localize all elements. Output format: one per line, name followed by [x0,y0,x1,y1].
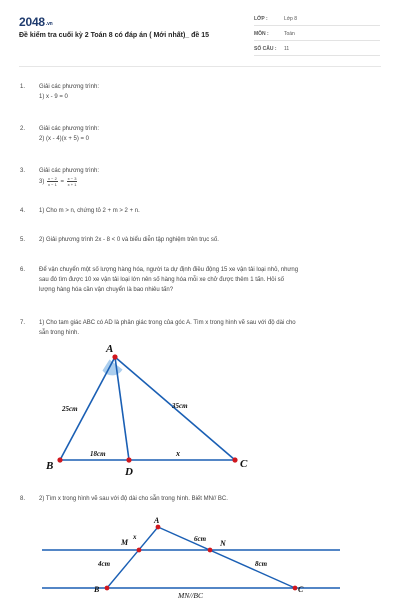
point-c [232,457,237,462]
label-ab-length: 25cm [62,405,78,413]
question-text: Giải các phương trình: [39,168,99,174]
label-x: x [133,533,137,541]
label-c: C [240,458,248,470]
question-text: 2) Tìm x trong hình vẽ sau với độ dài cho sẵn trong hình. Biết MN// BC. [39,496,228,502]
question-text: sẵn trong hình. [39,330,80,336]
label-n: N [220,539,226,548]
point-m [137,548,142,553]
question-text: Giải các phương trình: [39,84,99,90]
question-number: 4. [20,208,26,214]
label-m: M [121,538,129,547]
parallel-lines-figure [0,510,400,600]
meta-class-value: Lớp 8 [284,16,298,22]
fraction-denominator: x + 1 [67,182,77,187]
equals-sign: = [60,179,64,186]
question-text: 2) (x - 4)(x + 5) = 0 [39,136,90,142]
fraction-denominator: x − 1 [48,182,57,187]
equation-label: 3) [39,179,45,186]
point-b [105,586,110,591]
point-a [156,525,161,530]
question-text: 1) Cho m > n, chứng tỏ 2 + m > 2 + n. [39,208,140,214]
meta-count-value: 11 [284,46,290,52]
document-title: Đề kiểm tra cuối kỳ 2 Toán 8 có đáp án ( Mới nhất)_ đề 15 [19,32,210,39]
meta-subject-key: MÔN : [254,31,269,37]
point-d [126,457,131,462]
point-n [208,548,213,553]
meta-subject-value: Toán [284,31,295,37]
label-a: A [106,343,114,355]
equation-line [39,176,99,187]
question-text: 1) x - 9 = 0 [39,94,68,100]
side-ac [158,527,295,588]
triangle-figure [0,335,400,485]
label-c: C [298,585,304,594]
figure-caption: MN//BC [178,591,204,600]
label-nc-length: 8cm [255,560,268,568]
bisector-ad [115,357,129,460]
question-number: 8. [20,496,26,502]
question-number: 1. [20,84,26,90]
header-divider [19,66,381,67]
document-header [0,0,400,78]
label-ac-length: 35cm [172,402,188,410]
label-a: A [154,516,160,525]
question-text: 1) Cho tam giác ABC có AD là phân giác trong của góc A. Tìm x trong hình vẽ sau với độ dài cho [39,320,296,326]
site-logo[interactable] [19,15,53,29]
question-text: 2) Giải phương trình 2x - 8 < 0 và biểu diễn tập nghiệm trên trục số. [39,237,219,243]
question-number: 7. [20,320,26,326]
label-an-length: 6cm [194,535,207,543]
label-dc-length: x [176,449,180,458]
meta-class-row [254,14,380,26]
question-number: 3. [20,168,26,174]
meta-count-key: SỐ CÂU : [254,46,277,52]
point-a [112,354,117,359]
label-d: D [125,466,133,478]
point-b [57,457,62,462]
question-text: lượng hàng hóa cần vận chuyển là bao nhiêu tấn? [39,287,174,293]
fraction-left [47,176,58,187]
fraction-right [67,176,78,187]
fraction-numerator: x − 2 [48,176,57,181]
question-number: 5. [20,237,26,243]
meta-count-row [254,44,380,56]
logo-main: 2048 [19,15,45,29]
label-b: B [94,585,100,594]
question-number: 6. [20,267,26,273]
meta-class-key: LỚP : [254,16,268,22]
label-bm-length: 4cm [98,560,111,568]
question-number: 2. [20,126,26,132]
question-text: Giải các phương trình: [39,126,99,132]
label-bd-length: 18cm [90,450,106,458]
point-c [293,586,298,591]
logo-sub: .vn [45,21,53,27]
fraction-numerator: x − 3 [67,176,77,181]
question-text: sau đó tìm được 10 xe vận tải loại lớn nên số hàng hóa mỗi xe chở được thêm 1 tấn. Hỏi số [39,277,284,283]
meta-subject-row [254,29,380,41]
question-text: Để vận chuyển một số lượng hàng hóa, người ta dự định điều động 15 xe vận tải loại nhỏ, nhưng [39,267,299,273]
label-b: B [46,460,54,472]
